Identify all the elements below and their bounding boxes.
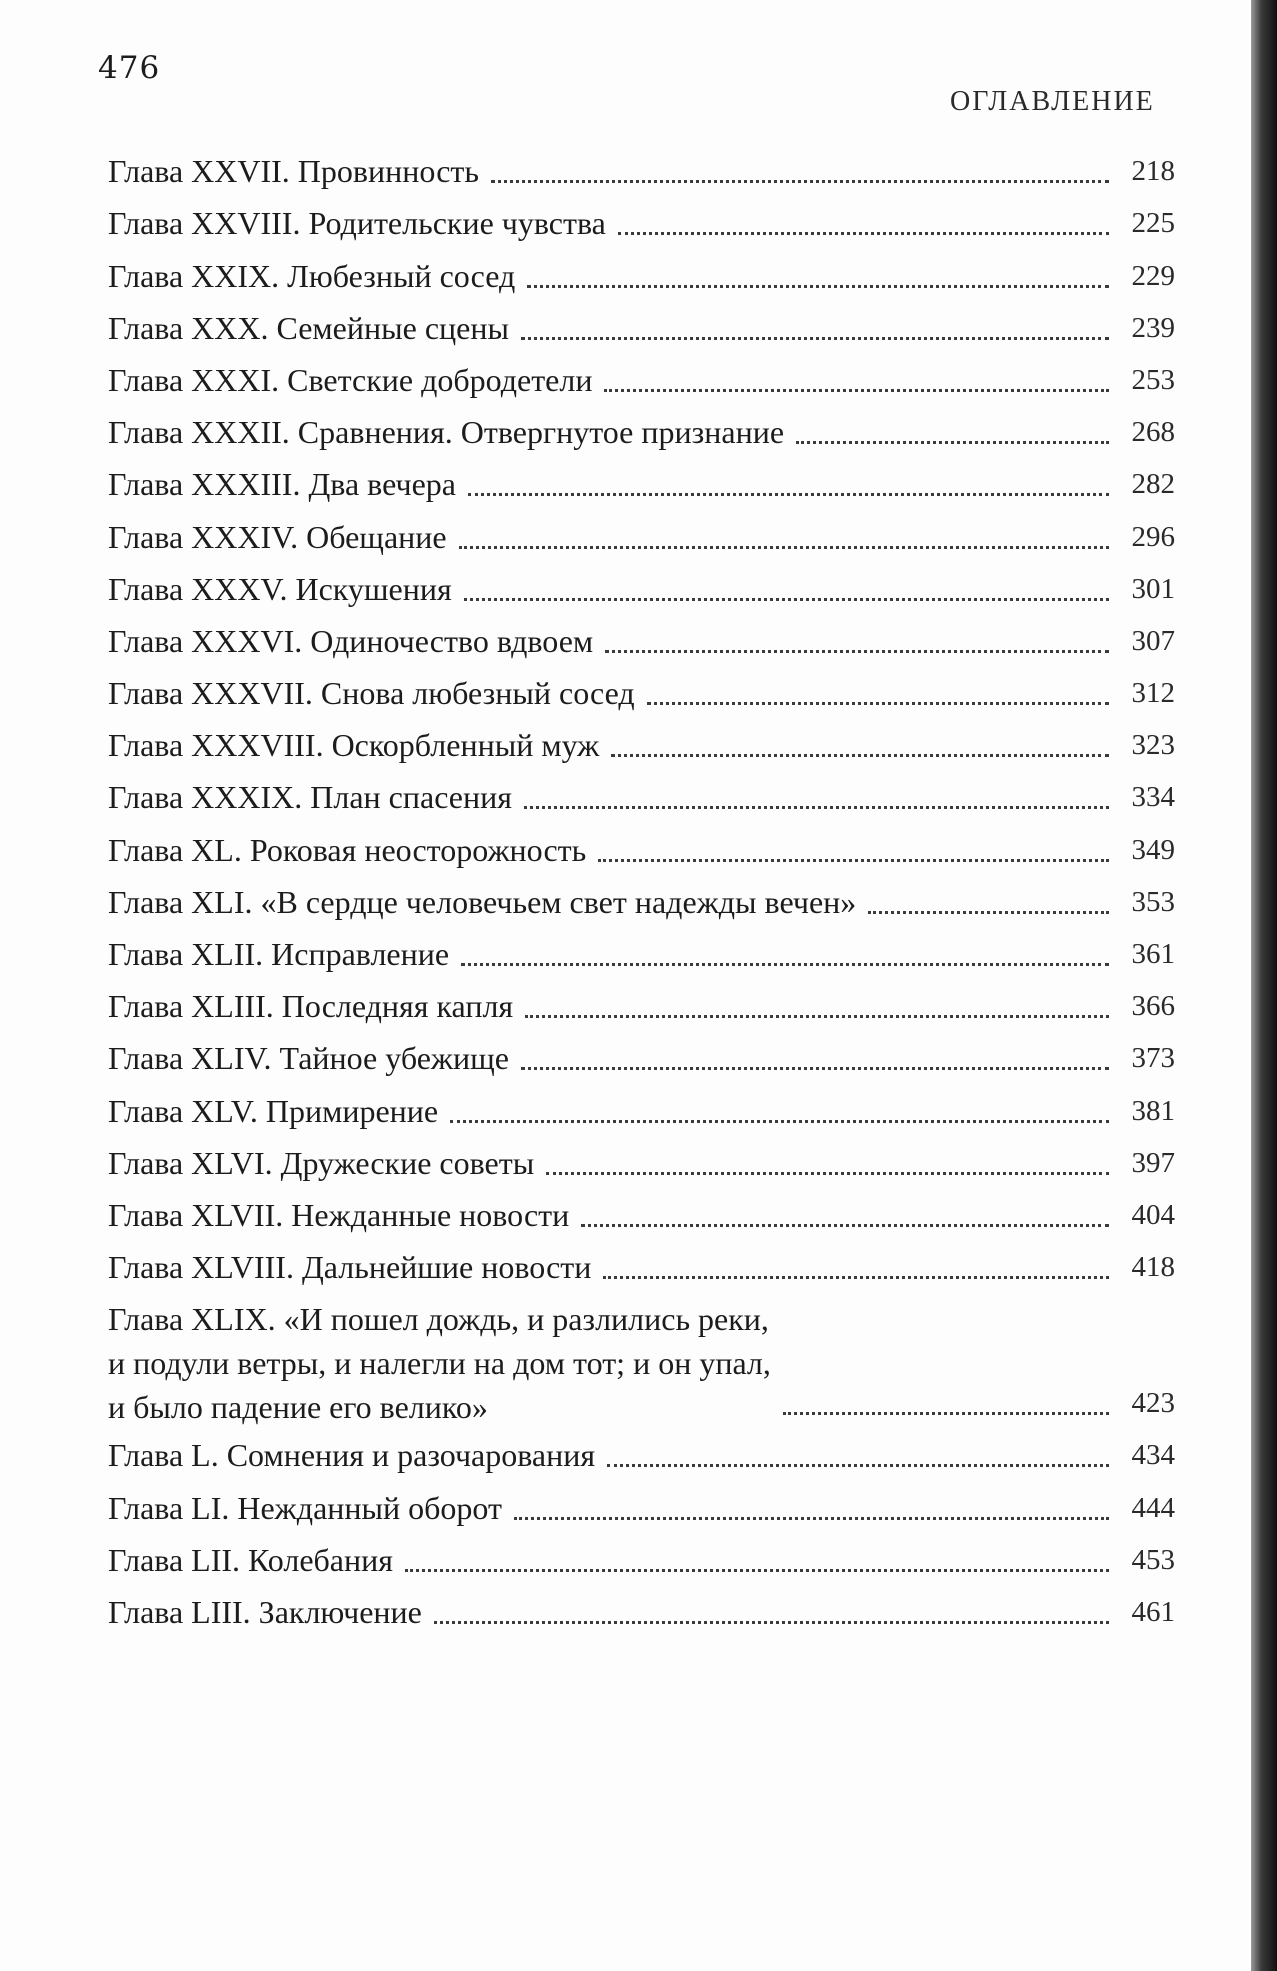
toc-entry-title: Глава XXXIII. Два вечера	[108, 466, 456, 503]
toc-entry	[108, 823, 1175, 875]
toc-entry	[108, 876, 1175, 928]
toc-entry-page: 404	[1131, 1198, 1175, 1231]
toc-leader-dots	[598, 858, 1109, 862]
toc-leader-dots	[521, 336, 1109, 340]
toc-entry-page: 225	[1131, 207, 1175, 240]
toc-leader-dots	[581, 1223, 1109, 1227]
toc-entry	[108, 406, 1175, 458]
toc-leader-dots	[434, 1620, 1109, 1624]
table-of-contents	[108, 145, 1175, 1638]
toc-leader-dots	[611, 753, 1109, 757]
toc-entry-page: 268	[1131, 416, 1175, 449]
toc-leader-dots	[524, 805, 1109, 809]
toc-entry-page: 423	[1131, 1387, 1175, 1420]
toc-entry-page: 444	[1131, 1491, 1175, 1524]
toc-entry-page: 301	[1131, 572, 1175, 605]
toc-entry-page: 434	[1131, 1439, 1175, 1472]
toc-leader-dots	[491, 179, 1109, 183]
toc-entry-page: 453	[1131, 1543, 1175, 1576]
toc-entry-title: Глава LII. Колебания	[108, 1541, 393, 1578]
toc-entry	[108, 1534, 1175, 1586]
toc-entry-page: 361	[1131, 938, 1175, 970]
toc-entry-title: Глава XLIV. Тайное убежище	[108, 1040, 509, 1077]
toc-entry-title: Глава XL. Роковая неосторожность	[108, 831, 587, 868]
toc-entry-page: 239	[1131, 311, 1175, 344]
toc-entry-title: Глава XLIX. «И пошел дождь, и разлились реки, и подули ветры, и налегли на дом тот; и он упал, и было падение его велико»	[108, 1301, 771, 1426]
toc-entry-title: Глава XXXIV. Обещание	[108, 518, 447, 555]
toc-leader-dots	[868, 910, 1109, 914]
toc-entry	[108, 1293, 1175, 1429]
toc-entry-title: Глава XLVIII. Дальнейшие новости	[108, 1249, 592, 1286]
toc-leader-dots	[647, 701, 1109, 705]
toc-leader-dots	[468, 492, 1109, 496]
toc-leader-dots	[527, 284, 1109, 288]
toc-entry	[108, 510, 1175, 562]
toc-entry	[108, 1032, 1175, 1084]
toc-entry-title: Глава XXX. Семейные сцены	[108, 309, 509, 346]
toc-entry-page: 282	[1131, 468, 1175, 501]
toc-entry-title: Глава XXXV. Искушения	[108, 570, 452, 607]
toc-entry-title: Глава XLVI. Дружеские советы	[108, 1144, 535, 1181]
toc-leader-dots	[783, 1411, 1109, 1415]
toc-entry	[108, 719, 1175, 771]
toc-leader-dots	[618, 231, 1109, 235]
toc-entry-title: Глава XLV. Примирение	[108, 1092, 439, 1129]
toc-entry	[108, 302, 1175, 354]
toc-entry-title: Глава XXIX. Любезный сосед	[108, 257, 516, 294]
toc-entry-title: Глава XLII. Исправление	[108, 936, 450, 972]
toc-entry-page: 307	[1131, 624, 1175, 657]
toc-leader-dots	[521, 1066, 1109, 1070]
toc-entry-title: Глава LI. Нежданный оборот	[108, 1489, 502, 1526]
toc-entry-page: 229	[1131, 259, 1175, 292]
toc-entry	[108, 980, 1175, 1032]
toc-entry	[108, 1241, 1175, 1293]
toc-leader-dots	[464, 597, 1109, 601]
toc-entry-title: Глава XXXVI. Одиночество вдвоем	[108, 622, 594, 659]
toc-leader-dots	[459, 545, 1109, 549]
toc-leader-dots	[450, 1119, 1109, 1123]
toc-entry-title: Глава XXVII. Провинность	[108, 153, 479, 190]
toc-entry-page: 353	[1131, 885, 1175, 918]
toc-leader-dots	[605, 649, 1109, 653]
toc-entry	[108, 249, 1175, 301]
toc-entry-title: Глава LIII. Заключение	[108, 1593, 422, 1630]
toc-entry-title: Глава XLVII. Нежданные новости	[108, 1196, 570, 1233]
toc-entry	[108, 1481, 1175, 1533]
toc-leader-dots	[796, 440, 1109, 444]
toc-entry-title: Глава XXXIX. План спасения	[108, 779, 512, 816]
toc-entry-page: 312	[1131, 677, 1175, 710]
toc-leader-dots	[525, 1014, 1109, 1018]
toc-entry	[108, 354, 1175, 406]
toc-entry	[108, 667, 1175, 719]
toc-leader-dots	[603, 1275, 1109, 1279]
toc-entry	[108, 197, 1175, 249]
toc-leader-dots	[405, 1568, 1109, 1572]
toc-entry	[108, 145, 1175, 197]
toc-entry	[108, 1084, 1175, 1136]
toc-leader-dots	[607, 1463, 1109, 1467]
toc-entry-title: Глава L. Сомнения и разочарования	[108, 1437, 596, 1474]
running-head: ОГЛАВЛЕНИЕ	[950, 86, 1155, 117]
toc-entry	[108, 1586, 1175, 1638]
toc-entry-title: Глава XXVIII. Родительские чувства	[108, 205, 606, 242]
page-edge-shadow	[1251, 0, 1277, 1971]
toc-entry-page: 381	[1131, 1094, 1175, 1127]
toc-entry-page: 334	[1131, 781, 1175, 814]
toc-entry-title: Глава XXXII. Сравнения. Отвергнутое признание	[108, 414, 785, 451]
toc-entry-page: 397	[1131, 1146, 1175, 1179]
toc-entry-page: 366	[1131, 990, 1175, 1023]
toc-entry	[108, 563, 1175, 615]
toc-entry-title: Глава XXXVII. Снова любезный сосед	[108, 675, 635, 712]
toc-leader-dots	[461, 962, 1109, 966]
toc-entry-page: 218	[1131, 155, 1175, 188]
toc-leader-dots	[604, 388, 1109, 392]
toc-entry	[108, 458, 1175, 510]
page-number: 476	[98, 50, 161, 86]
toc-entry-page: 349	[1131, 833, 1175, 866]
toc-entry-page: 296	[1131, 520, 1175, 553]
toc-entry-page: 373	[1131, 1042, 1175, 1075]
toc-entry	[108, 1189, 1175, 1241]
toc-entry-title: Глава XXXI. Светские добродетели	[108, 361, 593, 398]
toc-entry-title: Глава XXXVIII. Оскорбленный муж	[108, 727, 600, 764]
toc-leader-dots	[514, 1516, 1109, 1520]
toc-entry-title: Глава XLIII. Последняя капля	[108, 988, 514, 1025]
toc-entry-page: 253	[1131, 363, 1175, 396]
toc-entry-title: Глава XLI. «В сердце человечьем свет надежды вечен»	[108, 883, 857, 920]
toc-entry	[108, 928, 1175, 980]
toc-entry-page: 418	[1131, 1251, 1175, 1284]
toc-entry	[108, 615, 1175, 667]
toc-entry-page: 461	[1131, 1595, 1175, 1628]
toc-leader-dots	[546, 1171, 1109, 1175]
toc-entry	[108, 1137, 1175, 1189]
toc-entry	[108, 771, 1175, 823]
toc-entry	[108, 1429, 1175, 1481]
toc-entry-page: 323	[1131, 729, 1175, 762]
